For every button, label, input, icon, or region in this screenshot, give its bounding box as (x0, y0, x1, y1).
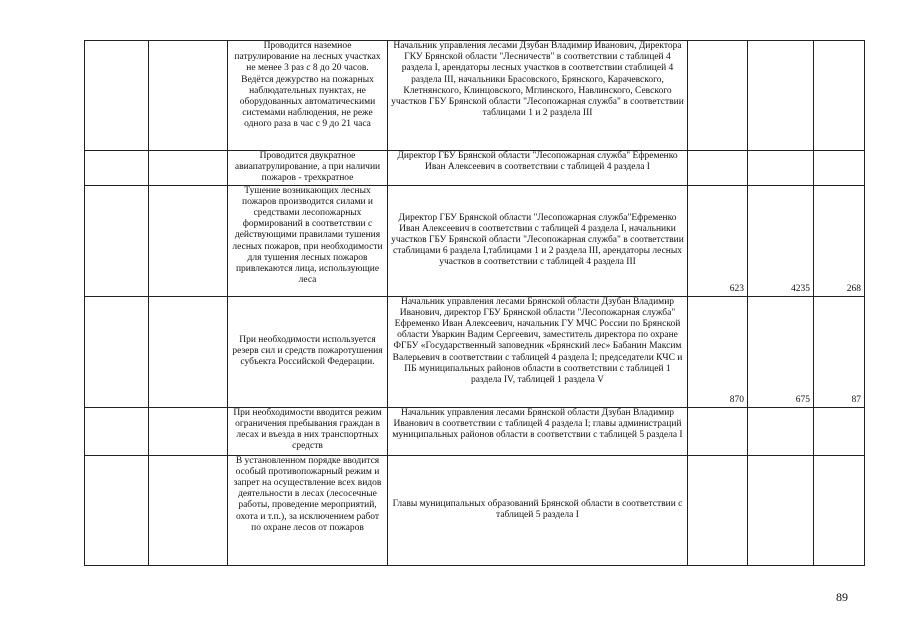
condition-cell (149, 151, 228, 186)
measure-cell: При необходимости используется резерв сил и средств пожаротушения субъекта Российской Федерации. (228, 296, 388, 407)
table-row (85, 41, 865, 151)
value-cell-2 (748, 407, 814, 455)
measure-cell: Тушение возникающих лесных пожаров производится силами и средствами лесопожарных формирований в соответствии с действующими правилами тушения лесных пожаров, при необходимости для тушения лесных пожаров привлекаются лица, использующие леса (228, 185, 388, 296)
value-cell-3: 268 (814, 185, 865, 296)
responsible-cell: Начальник управления лесами Брянской области Дзубан Владимир Иванович в соответствии с таблицей 4 раздела I; главы администраций муниципальных районов области в соответствии с таблицей 5 раздела I (388, 407, 688, 455)
value-cell-1: 870 (688, 296, 748, 407)
condition-cell (149, 185, 228, 296)
measure-cell: Проводится двукратное авиапатрулирование, а при наличии пожаров - трехкратное (228, 151, 388, 186)
value-cell-1 (688, 151, 748, 186)
measures-table (84, 40, 865, 566)
value-cell-2 (748, 151, 814, 186)
condition-cell (149, 455, 228, 565)
value-cell-3 (814, 407, 865, 455)
table-row (85, 455, 865, 565)
page-number: 89 (836, 590, 848, 604)
responsible-cell: Начальник управления лесами Брянской области Дзубан Владимир Иванович, директор ГБУ Брянской области "Лесопожарная служба" Ефременко Иван Алексеевич, начальник ГУ МЧС России по Брянской области Уваркин Вадим Сергеевич, заместитель директора по охране ФГБУ «Государственный заповедник «Брянский лес» Бабанин Максим Валерьевич в соответствии с таблицей 4 раздела I; председатели КЧС и ПБ муниципальных районов области в соответствии с таблицей 1 раздела IV, таблицей 1 раздела V (388, 296, 688, 407)
value-cell-1 (688, 41, 748, 151)
measure-cell: В установленном порядке вводится особый противопожарный режим и запрет на осуществление всех видов деятельности в лесах (лесосечные работы, проведение мероприятий, охота и т.п.), за исключением работ по охране лесов от пожаров (228, 455, 388, 565)
condition-cell (149, 296, 228, 407)
table-row (85, 185, 865, 296)
value-cell-1 (688, 407, 748, 455)
level-cell (85, 185, 149, 296)
value-cell-3 (814, 41, 865, 151)
value-cell-2: 675 (748, 296, 814, 407)
table-row (85, 296, 865, 407)
condition-cell (149, 41, 228, 151)
responsible-cell: Главы муниципальных образований Брянской области в соответствии с таблицей 5 раздела I (388, 455, 688, 565)
value-cell-3: 87 (814, 296, 865, 407)
level-cell (85, 455, 149, 565)
measure-cell: Проводится наземное патрулирование на лесных участках не менее 3 раз с 8 до 20 часов. Ведётся дежурство на пожарных наблюдательных пунктах, не оборудованных автоматическими системами наблюдения, не реже одного раза в час с 9 до 21 часа (228, 41, 388, 151)
level-cell (85, 41, 149, 151)
level-cell (85, 151, 149, 186)
value-cell-1 (688, 455, 748, 565)
responsible-cell: Начальник управления лесами Дзубан Владимир Иванович, Директора ГКУ Брянской области "Лесничеств" в соответствии с таблицей 4 раздела I, арендаторы лесных участков в соответствии стаблицей 4 раздела III, начальники Брасовского, Брянского, Карачевского, Клетнянского, Клинцовского, Мглинского, Навлинского, Севского участков ГБУ Брянской области "Лесопожарная служба" в соответствии таблицами 1 и 2 раздела III (388, 41, 688, 151)
level-cell (85, 296, 149, 407)
level-cell (85, 407, 149, 455)
responsible-cell: Директор ГБУ Брянской области "Лесопожарная служба" Ефременко Иван Алексеевич в соответствии с таблицей 4 раздела I (388, 151, 688, 186)
value-cell-3 (814, 151, 865, 186)
table-row (85, 407, 865, 455)
value-cell-3 (814, 455, 865, 565)
value-cell-2 (748, 455, 814, 565)
value-cell-2: 4235 (748, 185, 814, 296)
value-cell-1: 623 (688, 185, 748, 296)
responsible-cell: Директор ГБУ Брянской области "Лесопожарная служба"Ефременко Иван Алексеевич в соответствии с таблицей 4 раздела I, начальники участков ГБУ Брянской области "Лесопожарная служба" в соответствии стаблицами 6 раздела I,таблицами 1 и 2 раздела III, арендаторы лесных участков в соответствии с таблицей 4 раздела III (388, 185, 688, 296)
measure-cell: При необходимости вводится режим ограничения пребывания граждан в лесах и въезда в них транспортных средств (228, 407, 388, 455)
value-cell-2 (748, 41, 814, 151)
condition-cell (149, 407, 228, 455)
table-row (85, 151, 865, 186)
